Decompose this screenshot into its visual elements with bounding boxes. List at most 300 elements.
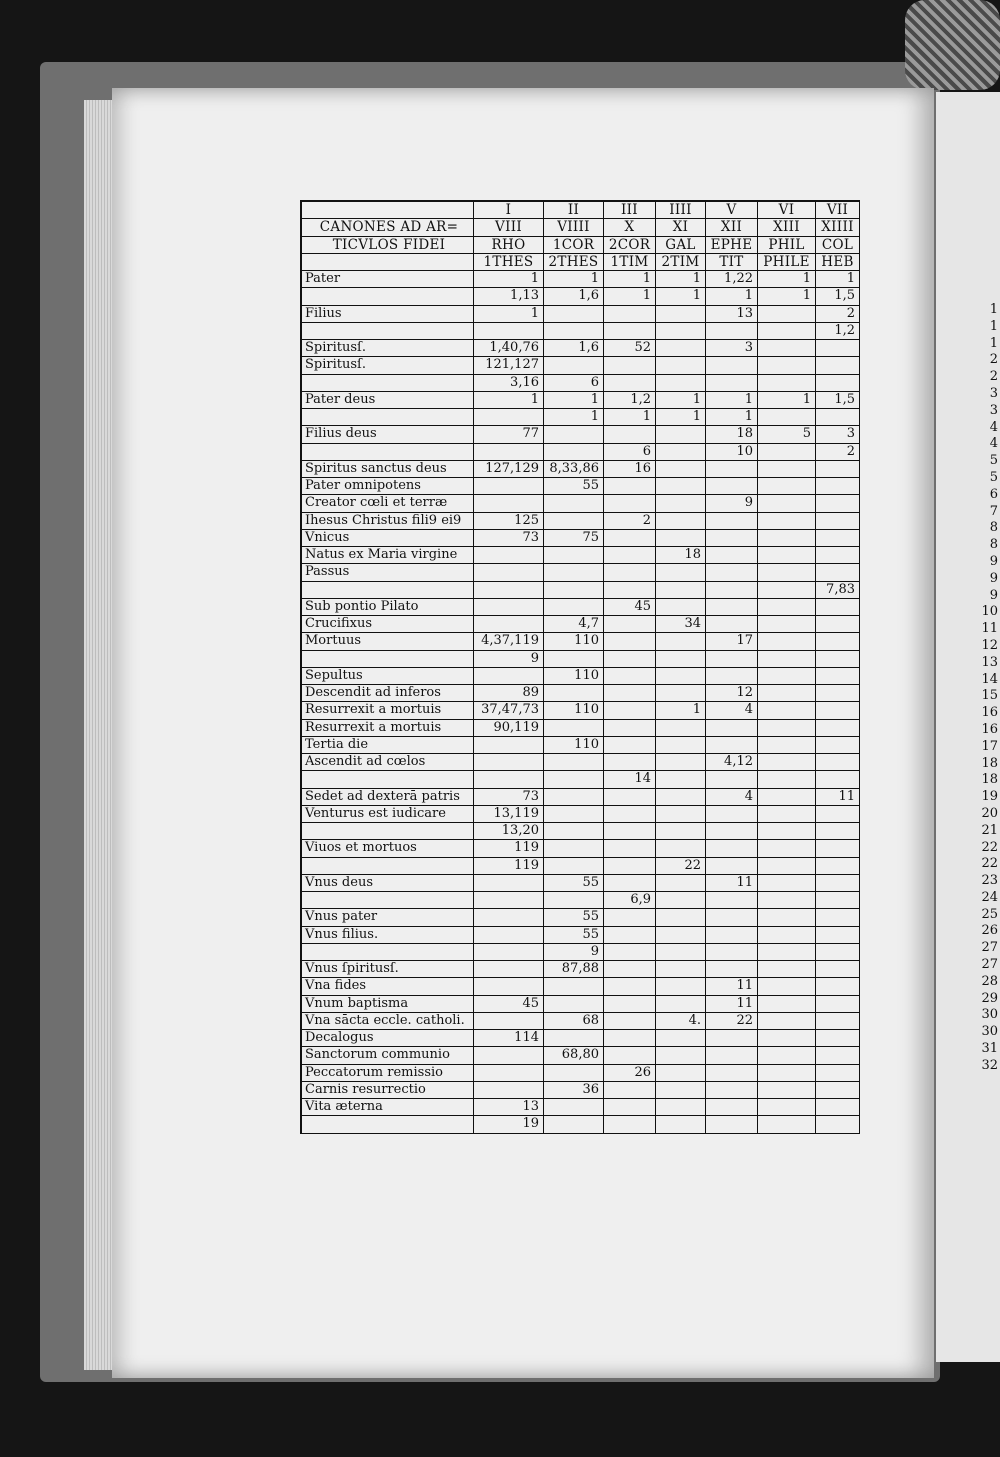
- table-row: [302, 564, 860, 581]
- reference-cell: [816, 1082, 860, 1099]
- reference-cell: [706, 478, 758, 495]
- reference-cell: [816, 461, 860, 478]
- header-epistle1-1: RHO: [474, 237, 544, 254]
- reference-cell: 2: [816, 444, 860, 461]
- table-row: [302, 996, 860, 1013]
- article-label: Passus: [302, 564, 474, 581]
- header-sub-4: XI: [656, 219, 706, 236]
- header-epistle2-3: 1TIM: [604, 254, 656, 271]
- right-page-number: 28: [981, 973, 998, 989]
- reference-cell: [706, 840, 758, 857]
- reference-cell: [816, 668, 860, 685]
- table-row: [302, 599, 860, 616]
- reference-cell: 55: [544, 478, 604, 495]
- reference-cell: [706, 616, 758, 633]
- reference-cell: 37,47,73: [474, 702, 544, 719]
- reference-cell: [604, 1116, 656, 1133]
- reference-cell: [656, 375, 706, 392]
- reference-cell: [816, 840, 860, 857]
- reference-cell: [758, 530, 816, 547]
- right-page-number: 15: [981, 688, 998, 704]
- reference-cell: [604, 582, 656, 599]
- reference-cell: [758, 1030, 816, 1047]
- article-label: Filius deus: [302, 426, 474, 443]
- header-epistle2-2: 2THES: [544, 254, 604, 271]
- reference-cell: [758, 582, 816, 599]
- table-row: [302, 530, 860, 547]
- reference-cell: 11: [706, 978, 758, 995]
- reference-cell: [656, 357, 706, 374]
- reference-cell: [656, 875, 706, 892]
- reference-cell: 55: [544, 909, 604, 926]
- table-row: [302, 1030, 860, 1047]
- reference-cell: [656, 651, 706, 668]
- reference-cell: [474, 599, 544, 616]
- table-row: [302, 1082, 860, 1099]
- right-page-number: 2: [989, 352, 998, 368]
- table-row: [302, 1047, 860, 1064]
- header-row-roman: [302, 202, 860, 219]
- reference-cell: [706, 944, 758, 961]
- article-label: Pater: [302, 271, 474, 288]
- reference-cell: [474, 582, 544, 599]
- reference-cell: 1: [758, 392, 816, 409]
- article-label: Sub pontio Pilato: [302, 599, 474, 616]
- reference-cell: 3: [816, 426, 860, 443]
- article-label: Resurrexit a mortuis: [302, 720, 474, 737]
- table-row: [302, 789, 860, 806]
- article-label: [302, 375, 474, 392]
- reference-cell: [816, 720, 860, 737]
- reference-cell: [656, 944, 706, 961]
- reference-cell: 13: [706, 306, 758, 323]
- right-page-number: 32: [981, 1057, 998, 1073]
- table-row: [302, 392, 860, 409]
- reference-cell: [706, 668, 758, 685]
- reference-cell: 114: [474, 1030, 544, 1047]
- article-label: Vnus ſpiritusſ.: [302, 961, 474, 978]
- table-row: [302, 892, 860, 909]
- article-label: Viuos et mortuos: [302, 840, 474, 857]
- right-page-number: 18: [981, 772, 998, 788]
- reference-cell: [816, 858, 860, 875]
- reference-cell: [656, 513, 706, 530]
- reference-cell: [544, 1065, 604, 1082]
- right-page-number: 22: [981, 856, 998, 872]
- reference-cell: [544, 495, 604, 512]
- reference-cell: [656, 668, 706, 685]
- reference-cell: [474, 892, 544, 909]
- article-label: [302, 944, 474, 961]
- reference-cell: [758, 1065, 816, 1082]
- reference-cell: [758, 909, 816, 926]
- header-sub-6: XIII: [758, 219, 816, 236]
- reference-cell: [816, 495, 860, 512]
- reference-cell: 1: [474, 306, 544, 323]
- reference-cell: [816, 754, 860, 771]
- reference-cell: [656, 1116, 706, 1133]
- header-roman-2: II: [544, 202, 604, 219]
- reference-cell: [816, 771, 860, 788]
- header-epistle1-6: PHIL: [758, 237, 816, 254]
- reference-cell: [758, 840, 816, 857]
- reference-cell: [758, 944, 816, 961]
- reference-cell: [706, 461, 758, 478]
- reference-cell: [604, 564, 656, 581]
- reference-cell: 11: [706, 875, 758, 892]
- reference-cell: [816, 530, 860, 547]
- reference-cell: [474, 961, 544, 978]
- reference-cell: [474, 771, 544, 788]
- reference-cell: [758, 875, 816, 892]
- reference-cell: 1,40,76: [474, 340, 544, 357]
- reference-cell: [604, 530, 656, 547]
- reference-cell: [706, 1030, 758, 1047]
- reference-cell: [474, 444, 544, 461]
- reference-cell: [758, 495, 816, 512]
- table-row: [302, 720, 860, 737]
- reference-cell: [816, 944, 860, 961]
- reference-cell: 1,6: [544, 340, 604, 357]
- reference-cell: 119: [474, 840, 544, 857]
- reference-cell: [706, 771, 758, 788]
- article-label: Vnus filius.: [302, 927, 474, 944]
- reference-cell: [604, 823, 656, 840]
- article-label: [302, 409, 474, 426]
- article-label: Creator cœli et terræ: [302, 495, 474, 512]
- reference-cell: [656, 478, 706, 495]
- article-label: [302, 444, 474, 461]
- reference-cell: [656, 599, 706, 616]
- table-row: [302, 1065, 860, 1082]
- reference-cell: 4,7: [544, 616, 604, 633]
- reference-cell: [758, 806, 816, 823]
- reference-cell: [656, 582, 706, 599]
- article-label: Vnum baptisma: [302, 996, 474, 1013]
- reference-cell: [706, 323, 758, 340]
- reference-cell: [758, 892, 816, 909]
- reference-cell: 90,119: [474, 720, 544, 737]
- right-page-numbers: [952, 302, 1000, 1075]
- article-label: [302, 892, 474, 909]
- reference-cell: [544, 892, 604, 909]
- reference-cell: 75: [544, 530, 604, 547]
- reference-cell: [544, 444, 604, 461]
- reference-cell: 11: [816, 789, 860, 806]
- reference-cell: [758, 444, 816, 461]
- reference-cell: [758, 720, 816, 737]
- reference-cell: 5: [758, 426, 816, 443]
- reference-cell: [758, 564, 816, 581]
- reference-cell: 121,127: [474, 357, 544, 374]
- article-label: Resurrexit a mortuis: [302, 702, 474, 719]
- right-page-number: 29: [981, 990, 998, 1006]
- table-row: [302, 288, 860, 305]
- table-row: [302, 737, 860, 754]
- reference-cell: 14: [604, 771, 656, 788]
- reference-cell: [544, 978, 604, 995]
- right-page-number: 16: [981, 721, 998, 737]
- reference-cell: 9: [544, 944, 604, 961]
- reference-cell: [706, 1099, 758, 1116]
- article-label: Descendit ad inferos: [302, 685, 474, 702]
- reference-cell: [816, 547, 860, 564]
- reference-cell: [544, 858, 604, 875]
- reference-cell: [816, 340, 860, 357]
- article-label: Vnus deus: [302, 875, 474, 892]
- reference-cell: [474, 944, 544, 961]
- reference-cell: 1,13: [474, 288, 544, 305]
- reference-cell: [816, 564, 860, 581]
- article-label: Venturus est iudicare: [302, 806, 474, 823]
- reference-cell: 4: [706, 702, 758, 719]
- reference-cell: [656, 426, 706, 443]
- reference-cell: [758, 340, 816, 357]
- reference-cell: [706, 513, 758, 530]
- reference-cell: [656, 306, 706, 323]
- reference-cell: [544, 823, 604, 840]
- reference-cell: [474, 1065, 544, 1082]
- reference-cell: [706, 858, 758, 875]
- header-roman-4: IIII: [656, 202, 706, 219]
- table-row: [302, 323, 860, 340]
- right-page-number: 20: [981, 805, 998, 821]
- header-row-epistle-2: [302, 254, 860, 271]
- reference-cell: 26: [604, 1065, 656, 1082]
- right-page-number: 23: [981, 873, 998, 889]
- right-page-number: 31: [981, 1041, 998, 1057]
- table-row: [302, 478, 860, 495]
- header-roman-5: V: [706, 202, 758, 219]
- reference-cell: 1: [474, 392, 544, 409]
- reference-cell: [816, 1116, 860, 1133]
- reference-cell: [656, 1030, 706, 1047]
- header-roman-1: I: [474, 202, 544, 219]
- table-row: [302, 875, 860, 892]
- reference-cell: [758, 737, 816, 754]
- reference-cell: [544, 599, 604, 616]
- reference-cell: [706, 823, 758, 840]
- reference-cell: [656, 996, 706, 1013]
- reference-cell: [706, 651, 758, 668]
- reference-cell: 22: [656, 858, 706, 875]
- reference-cell: [604, 1099, 656, 1116]
- table-row: [302, 944, 860, 961]
- reference-cell: 110: [544, 633, 604, 650]
- reference-cell: [604, 754, 656, 771]
- reference-cell: [656, 530, 706, 547]
- reference-cell: [604, 944, 656, 961]
- reference-cell: [604, 840, 656, 857]
- reference-cell: 1,6: [544, 288, 604, 305]
- reference-cell: [544, 754, 604, 771]
- right-page-number: 30: [981, 1024, 998, 1040]
- reference-cell: 7,83: [816, 582, 860, 599]
- reference-cell: [758, 858, 816, 875]
- reference-cell: 4,37,119: [474, 633, 544, 650]
- reference-cell: [656, 720, 706, 737]
- reference-cell: [816, 357, 860, 374]
- reference-cell: 127,129: [474, 461, 544, 478]
- table-row: [302, 961, 860, 978]
- header-roman-6: VI: [758, 202, 816, 219]
- reference-cell: 6: [544, 375, 604, 392]
- reference-cell: [604, 547, 656, 564]
- reference-cell: [656, 685, 706, 702]
- header-epistle2-7: HEB: [816, 254, 860, 271]
- reference-cell: [816, 702, 860, 719]
- reference-cell: [816, 409, 860, 426]
- reference-cell: [656, 495, 706, 512]
- reference-cell: [758, 1082, 816, 1099]
- table-row: [302, 461, 860, 478]
- article-label: [302, 651, 474, 668]
- reference-cell: [656, 978, 706, 995]
- reference-cell: [758, 1013, 816, 1030]
- reference-cell: [656, 771, 706, 788]
- article-label: Decalogus: [302, 1030, 474, 1047]
- reference-cell: [758, 323, 816, 340]
- reference-cell: [758, 357, 816, 374]
- reference-cell: [706, 927, 758, 944]
- reference-cell: [816, 961, 860, 978]
- reference-cell: [816, 375, 860, 392]
- header-epistle2-6: PHILE: [758, 254, 816, 271]
- reference-cell: [706, 1047, 758, 1064]
- reference-cell: 34: [656, 616, 706, 633]
- reference-cell: 3: [706, 340, 758, 357]
- table-row: [302, 582, 860, 599]
- reference-cell: 12: [706, 685, 758, 702]
- reference-cell: [544, 323, 604, 340]
- reference-cell: [604, 685, 656, 702]
- right-page-number: 24: [981, 889, 998, 905]
- reference-cell: [758, 306, 816, 323]
- reference-cell: 1: [656, 392, 706, 409]
- right-page-number: 1: [989, 302, 998, 317]
- reference-cell: 1: [474, 271, 544, 288]
- article-label: Spiritus sanctus deus: [302, 461, 474, 478]
- reference-cell: [544, 720, 604, 737]
- reference-cell: [816, 685, 860, 702]
- table-row: [302, 909, 860, 926]
- reference-cell: [816, 1099, 860, 1116]
- reference-cell: 68: [544, 1013, 604, 1030]
- reference-cell: 1: [604, 288, 656, 305]
- reference-cell: [544, 651, 604, 668]
- reference-cell: 11: [706, 996, 758, 1013]
- reference-cell: 1: [656, 409, 706, 426]
- header-sub-5: XII: [706, 219, 758, 236]
- reference-cell: [706, 357, 758, 374]
- reference-cell: [758, 1047, 816, 1064]
- reference-cell: [816, 737, 860, 754]
- right-page-number: 5: [989, 469, 998, 485]
- reference-cell: 77: [474, 426, 544, 443]
- right-page-number: 18: [981, 755, 998, 771]
- header-epistle2-4: 2TIM: [656, 254, 706, 271]
- reference-cell: [656, 909, 706, 926]
- reference-cell: [816, 1030, 860, 1047]
- reference-cell: [656, 789, 706, 806]
- reference-cell: [656, 892, 706, 909]
- right-page-number: 14: [981, 671, 998, 687]
- reference-cell: [604, 306, 656, 323]
- reference-cell: [706, 892, 758, 909]
- reference-cell: [816, 978, 860, 995]
- reference-cell: [816, 996, 860, 1013]
- reference-cell: [706, 547, 758, 564]
- table-row: [302, 651, 860, 668]
- header-sub-7: XIIII: [816, 219, 860, 236]
- reference-cell: [706, 720, 758, 737]
- reference-cell: [758, 1099, 816, 1116]
- right-page-number: 10: [981, 604, 998, 620]
- reference-cell: [656, 461, 706, 478]
- reference-cell: [758, 651, 816, 668]
- reference-cell: [656, 633, 706, 650]
- reference-cell: [706, 375, 758, 392]
- reference-cell: [758, 633, 816, 650]
- article-label: [302, 582, 474, 599]
- reference-cell: [758, 1116, 816, 1133]
- reference-cell: [604, 1030, 656, 1047]
- article-label: Vita æterna: [302, 1099, 474, 1116]
- header-roman-7: VII: [816, 202, 860, 219]
- reference-cell: [604, 668, 656, 685]
- reference-cell: [816, 651, 860, 668]
- article-label: Filius: [302, 306, 474, 323]
- reference-cell: [544, 685, 604, 702]
- reference-cell: [474, 564, 544, 581]
- right-page-number: 3: [989, 402, 998, 418]
- reference-cell: [604, 978, 656, 995]
- reference-cell: [604, 375, 656, 392]
- reference-cell: [706, 1116, 758, 1133]
- reference-cell: 1: [604, 271, 656, 288]
- reference-cell: [758, 616, 816, 633]
- article-label: Ascendit ad cœlos: [302, 754, 474, 771]
- article-label: [302, 823, 474, 840]
- reference-cell: [758, 789, 816, 806]
- reference-cell: [544, 840, 604, 857]
- reference-cell: [758, 996, 816, 1013]
- reference-cell: [816, 909, 860, 926]
- reference-cell: [656, 444, 706, 461]
- table-row: [302, 340, 860, 357]
- reference-cell: [656, 1082, 706, 1099]
- article-label: Vnicus: [302, 530, 474, 547]
- reference-cell: 36: [544, 1082, 604, 1099]
- table-row: [302, 306, 860, 323]
- right-page-number: 8: [989, 537, 998, 553]
- right-page-number: 3: [989, 385, 998, 401]
- right-page-number: 9: [989, 587, 998, 603]
- reference-cell: [656, 961, 706, 978]
- table-row: [302, 1099, 860, 1116]
- reference-cell: 18: [706, 426, 758, 443]
- reference-cell: [544, 789, 604, 806]
- reference-cell: 18: [656, 547, 706, 564]
- table-row: [302, 616, 860, 633]
- reference-cell: [816, 1047, 860, 1064]
- reference-cell: 1,2: [604, 392, 656, 409]
- reference-cell: 2: [816, 306, 860, 323]
- table-row: [302, 668, 860, 685]
- reference-cell: [544, 306, 604, 323]
- reference-cell: [758, 823, 816, 840]
- right-page-number: 27: [981, 957, 998, 973]
